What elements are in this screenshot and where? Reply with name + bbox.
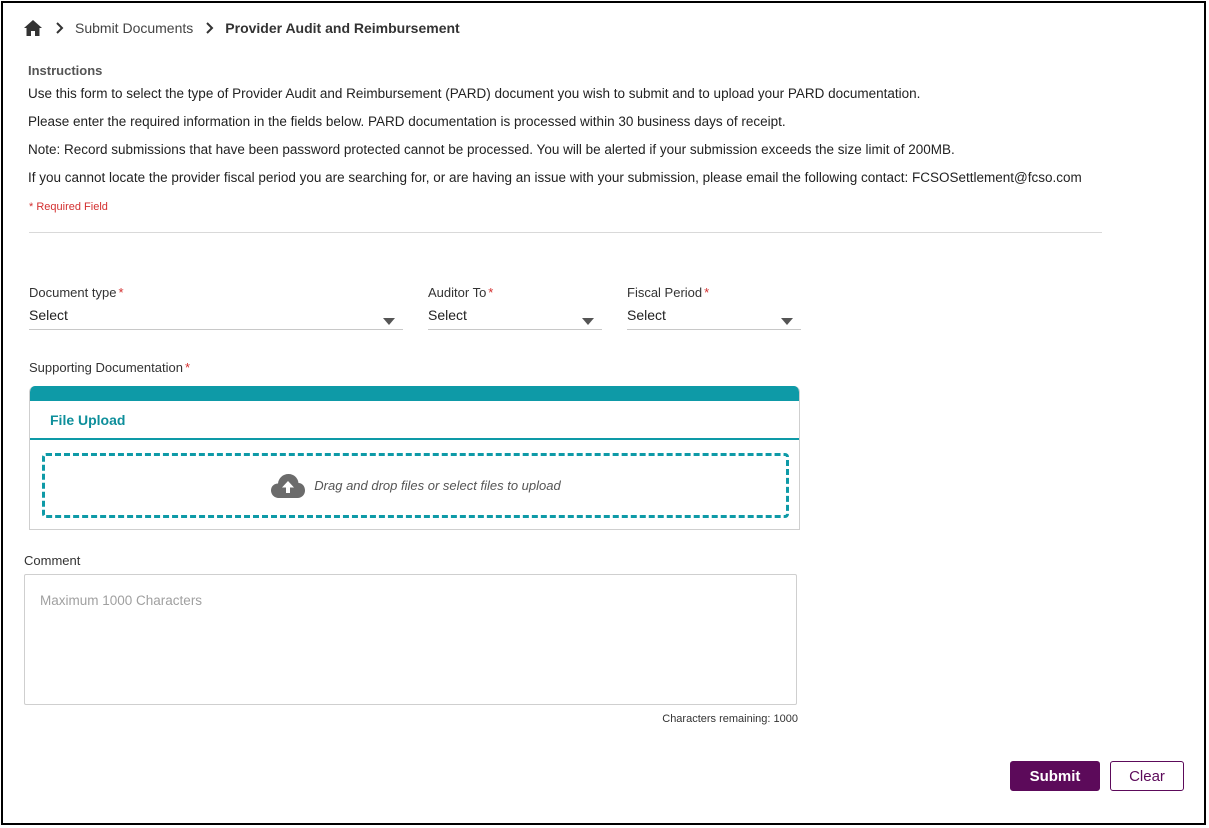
chevron-right-icon (55, 21, 65, 35)
comment-label: Comment (24, 553, 81, 568)
section-divider (29, 232, 1102, 233)
document-type-label (29, 285, 124, 300)
fiscal-period-select[interactable] (627, 307, 801, 330)
upload-card-header-bar (30, 386, 799, 401)
clear-button[interactable]: Clear (1110, 761, 1184, 791)
page-frame (1, 1, 1206, 825)
instructions-title: Instructions (28, 63, 103, 78)
dropzone-text: Drag and drop files or select files to upload (314, 478, 561, 493)
tab-file-upload[interactable]: File Upload (50, 411, 126, 428)
characters-remaining: Characters remaining: 1000 (662, 713, 798, 725)
instruction-line: Please enter the required information in the fields below. PARD documentation is processed within 30 business days of receipt. (28, 114, 786, 129)
comment-textarea[interactable] (24, 574, 797, 705)
submit-button[interactable]: Submit (1010, 761, 1100, 791)
auditor-to-select[interactable] (428, 307, 602, 330)
instruction-line: Use this form to select the type of Provider Audit and Reimbursement (PARD) document you wish to submit and to upload your PARD documentation. (28, 86, 921, 101)
instruction-line: If you cannot locate the provider fiscal period you are searching for, or are having an issue with your submission, please email the following contact: FCSOSettlement@fcso.com (28, 170, 1082, 185)
caret-down-icon (383, 313, 395, 321)
auditor-to-label-text: Auditor To (428, 285, 487, 300)
caret-down-icon (781, 313, 793, 321)
supporting-documentation-label (29, 360, 190, 375)
auditor-to-label (428, 285, 493, 300)
upload-tab-row (30, 401, 799, 440)
fiscal-period-label-text: Fiscal Period (627, 285, 703, 300)
required-field-note: * Required Field (29, 201, 108, 213)
chevron-right-icon (205, 21, 215, 35)
fiscal-period-label (627, 285, 709, 300)
breadcrumb-item-submit-documents[interactable]: Submit Documents (75, 20, 194, 36)
document-type-label-text: Document type (29, 285, 117, 300)
breadcrumb-current: Provider Audit and Reimbursement (225, 20, 460, 36)
home-icon[interactable] (23, 19, 43, 37)
cloud-upload-icon (270, 473, 306, 499)
supporting-documentation-label-text: Supporting Documentation (29, 360, 183, 375)
required-mark: * (118, 285, 124, 300)
required-mark: * (488, 285, 494, 300)
breadcrumb (23, 17, 460, 39)
instruction-line: Note: Record submissions that have been password protected cannot be processed. You will be alerted if your submission exceeds the size limit of 200MB. (28, 142, 955, 157)
auditor-to-value: Select (428, 307, 467, 323)
fiscal-period-value: Select (627, 307, 666, 323)
caret-down-icon (582, 313, 594, 321)
file-dropzone[interactable] (42, 453, 789, 518)
required-mark: * (704, 285, 710, 300)
document-type-select[interactable] (29, 307, 403, 330)
required-mark: * (184, 360, 190, 375)
document-type-value: Select (29, 307, 68, 323)
